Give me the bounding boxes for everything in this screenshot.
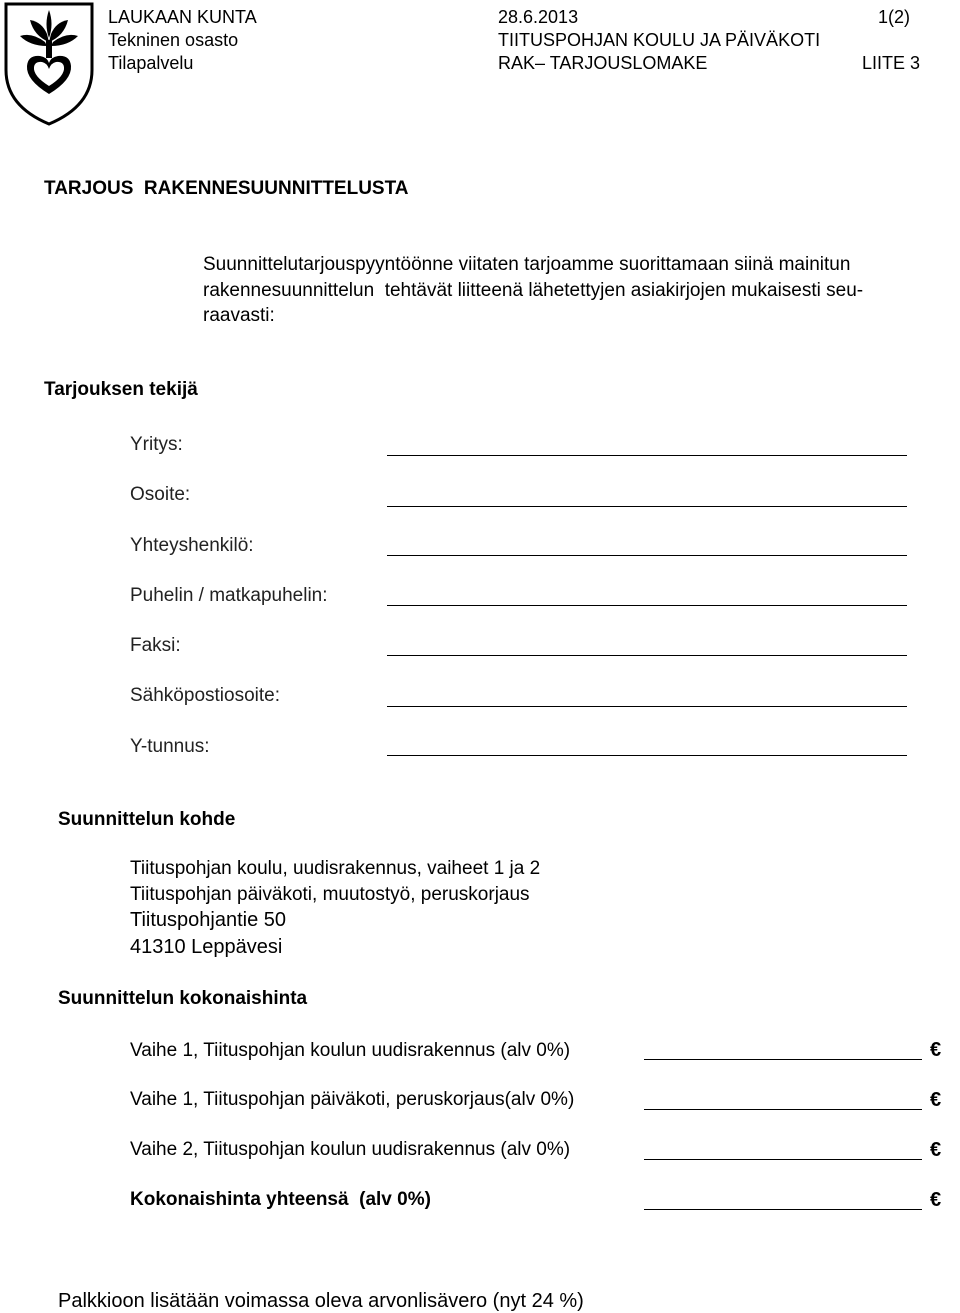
field-label-address: Osoite: [130,484,191,505]
target-postal: 41310 Leppävesi [130,936,283,958]
offerer-heading: Tarjouksen tekijä [44,379,198,400]
field-line-business-id[interactable] [387,755,907,756]
header-date: 28.6.2013 [498,7,579,27]
target-line-1: Tiituspohjan koulu, uudisrakennus, vaiheet 1 ja 2 [130,858,541,879]
field-label-fax: Faksi: [130,635,181,656]
document-title: TARJOUS RAKENNESUUNNITTELUSTA [44,178,409,199]
field-line-address[interactable] [387,506,907,507]
field-label-contact: Yhteyshenkilö: [130,535,254,556]
header-appendix: LIITE 3 [862,53,921,73]
price-heading: Suunnittelun kokonaishinta [58,988,308,1009]
field-label-business-id: Y-tunnus: [130,736,210,757]
target-heading: Suunnittelun kohde [58,809,236,830]
vat-note: Palkkioon lisätään voimassa oleva arvonlisävero (nyt 24 %) [58,1290,584,1312]
intro-line-3: raavasti: [203,305,275,326]
field-line-contact[interactable] [387,555,907,556]
field-label-company: Yritys: [130,434,183,455]
header-dept: Tekninen osasto [108,30,239,50]
field-line-email[interactable] [387,706,907,707]
euro-icon: € [930,1039,942,1061]
target-address: Tiituspohjantie 50 [130,909,287,931]
header-page-number: 1(2) [878,7,911,27]
intro-line-1: Suunnittelutarjouspyyntöönne viitaten tarjoamme suorittamaan siinä mainitun [203,254,851,275]
header-org: LAUKAAN KUNTA [108,7,257,27]
euro-icon: € [930,1189,942,1211]
header-subject-1: TIITUSPOHJAN KOULU JA PÄIVÄKOTI [498,30,821,50]
field-label-phone: Puhelin / matkapuhelin: [130,585,328,606]
field-line-phone[interactable] [387,605,907,606]
price-item-1-line[interactable] [644,1059,922,1060]
price-total-label: Kokonaishinta yhteensä (alv 0%) [130,1189,431,1210]
price-total-line[interactable] [644,1209,922,1210]
price-item-2-line[interactable] [644,1109,922,1110]
euro-icon: € [930,1089,942,1111]
municipality-logo-icon [0,0,100,128]
price-item-2-label: Vaihe 1, Tiituspohjan päiväkoti, peruskorjaus(alv 0%) [130,1089,575,1110]
intro-line-2: rakennesuunnittelun tehtävät liitteenä lähetettyjen asiakirjojen mukaisesti seu- [203,280,864,301]
header-subject-2: RAK– TARJOUSLOMAKE [498,53,708,73]
field-line-company[interactable] [387,455,907,456]
header-unit: Tilapalvelu [108,53,194,73]
euro-icon: € [930,1139,942,1161]
field-label-email: Sähköpostiosoite: [130,685,280,706]
price-item-1-label: Vaihe 1, Tiituspohjan koulun uudisrakennus (alv 0%) [130,1040,571,1061]
target-line-2: Tiituspohjan päiväkoti, muutostyö, peruskorjaus [130,884,530,905]
field-line-fax[interactable] [387,655,907,656]
price-item-3-label: Vaihe 2, Tiituspohjan koulun uudisrakennus (alv 0%) [130,1139,571,1160]
price-item-3-line[interactable] [644,1159,922,1160]
